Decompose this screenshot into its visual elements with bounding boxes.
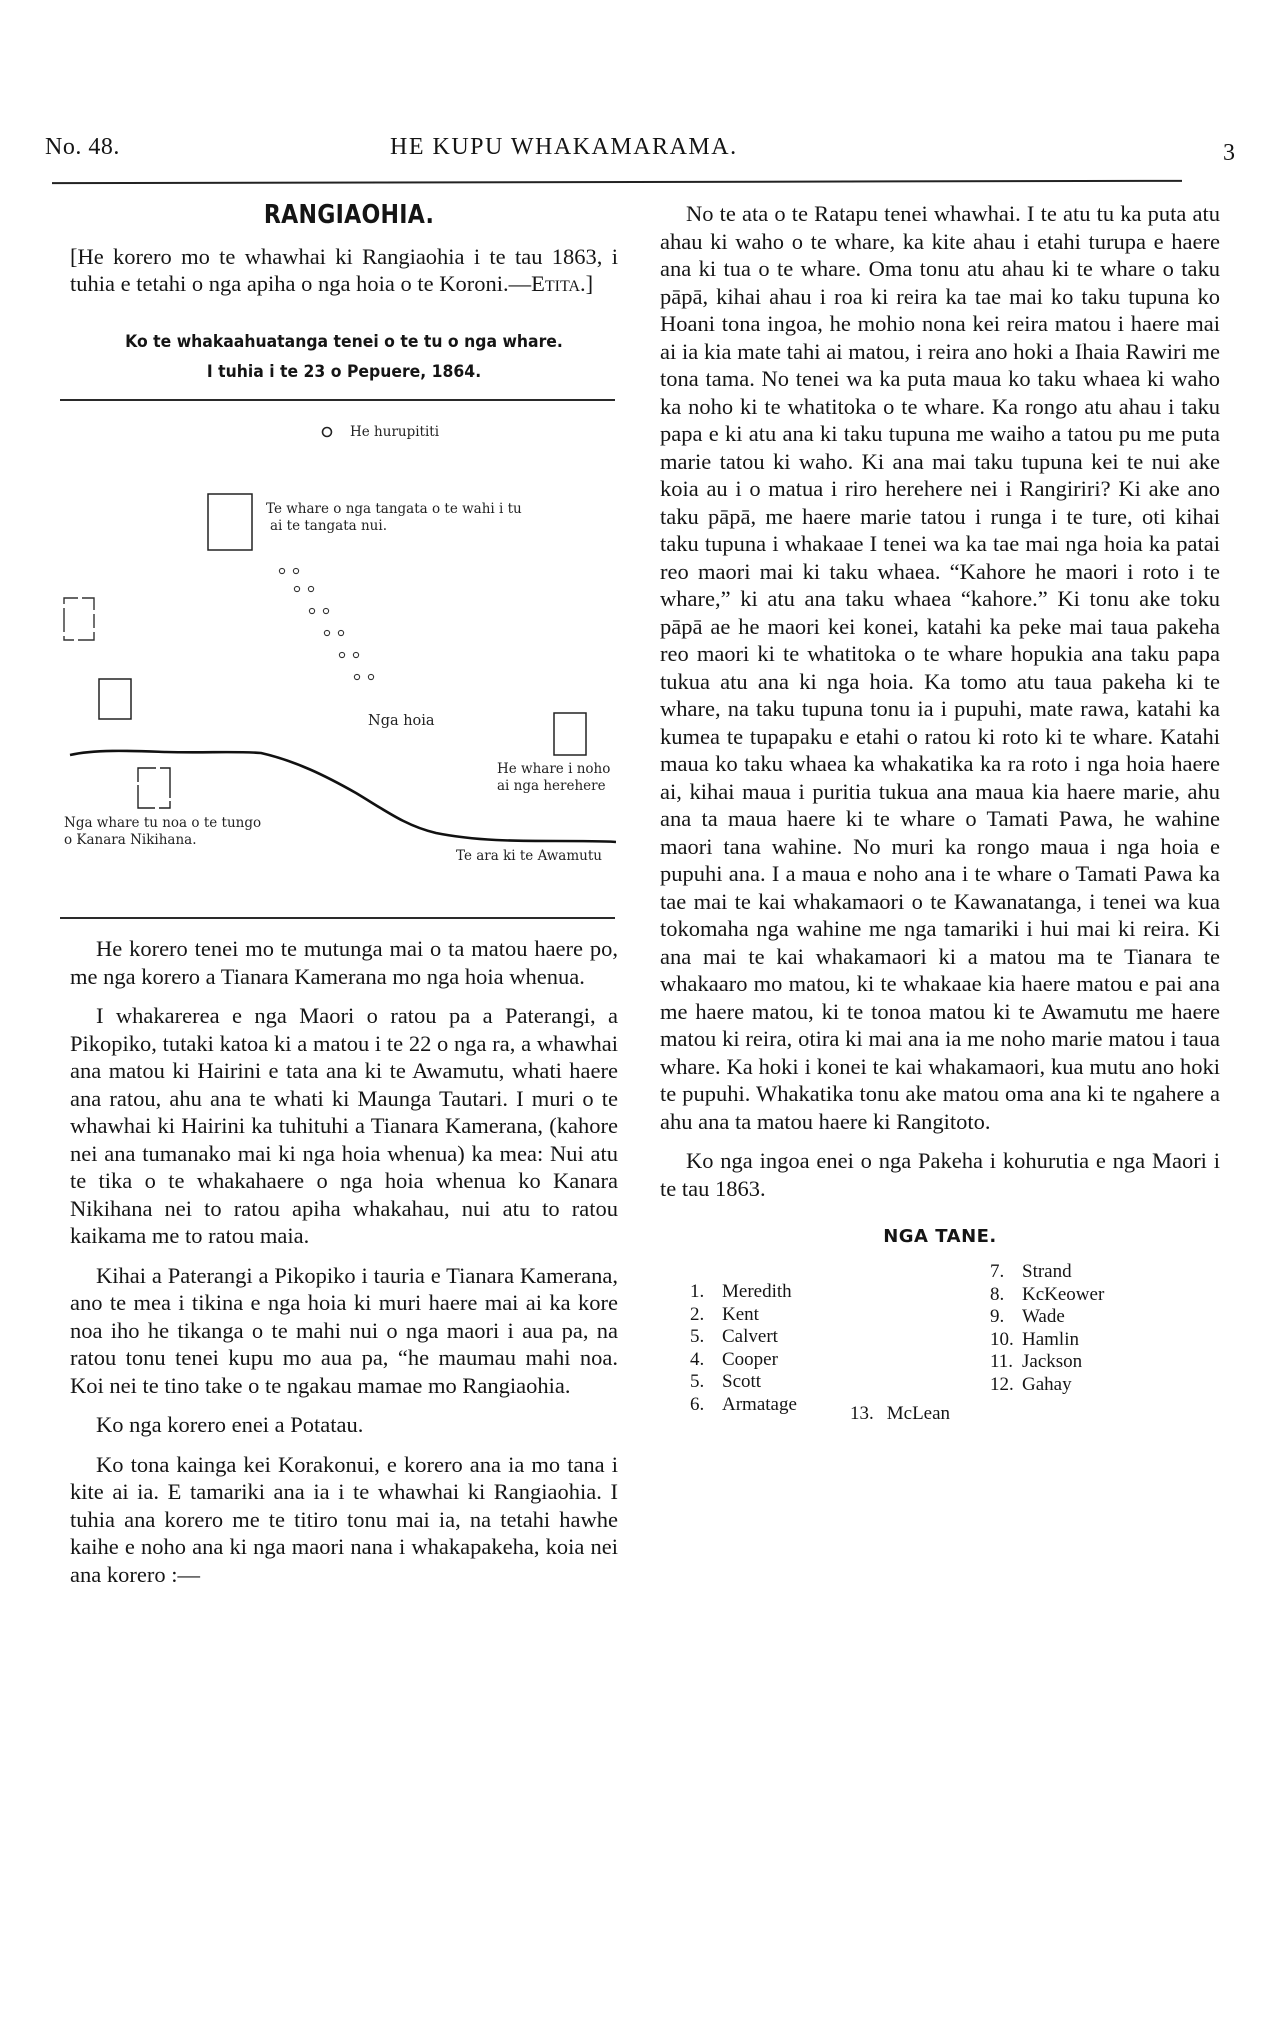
name-text: Calvert <box>722 1326 778 1347</box>
soldiers-group <box>279 568 373 679</box>
editor-note <box>70 244 618 297</box>
names-list <box>660 1261 1220 1425</box>
legend-house-label-line-1: Te whare o nga tangata o te wahi i tu <box>266 501 522 517</box>
left-column <box>64 200 618 1600</box>
legend-house-label-line-2: ai te tangata nui. <box>270 518 387 534</box>
soldier-marker-icon <box>293 568 298 573</box>
legend-circle-label: He hurupititi <box>350 424 440 440</box>
general-houses-label <box>64 815 261 849</box>
name-text: KcKeower <box>1022 1283 1105 1305</box>
paragraph: Kihai a Paterangi a Pikopiko i tauria e Tianara Kamerana, ano te mea i tikina e nga hoia ki muri haere mai ai ka kore noa iho he tikanga o te mahi nui o nga maori i aua pa, na ratou tonu tenei kupu mo aua pa, “he maumau mahi noa. Koi nei te tino take o te ngakau mamae mo Rangiaohia. <box>70 1262 618 1398</box>
name-text: Cooper <box>722 1348 778 1370</box>
name-text: Armatage <box>722 1393 797 1415</box>
general-houses-label-line-2: o Kanara Nikihana. <box>64 832 197 848</box>
legend-circle-icon <box>323 428 332 437</box>
figure-caption-line-2: I tuhia i te 23 o Pepuere, 1864. <box>206 362 482 382</box>
right-body-text <box>660 200 1220 1202</box>
name-number: 10. <box>990 1328 1014 1350</box>
name-number: 11. <box>990 1351 1014 1372</box>
paragraph: No te ata o te Ratapu tenei whawhai. I te atu tu ka puta atu ahau ki waho o te whare, ka kite ahau i etahi turupa e haere ana ki tua o te whare. Oma tonu atu ahau ki te whare o taku pāpā, kihai ahau i roa ki reira ka tae mai ko taku tupuna ko Hoani tona ingoa, he mohio nona kei reira matou i haere mai ai ia kia mate tahi ai matou, i reira ano hoki a Ihaia Rawiri me tona tama. No tenei wa ka puta maua ko taku whaea ki waho ka noho ki te whatitoka o te whare. Ka rongo atu ahau i taku papa e ki atu ana ki taku tupuna me waiho a tatou pu me puta marie tatou ki waho. Ki ana mai taku tupuna kei te nui ake koia au i o matua i riro herehere nei i Rangiriri? Ki ake ano taku pāpā, me haere marie tatou i runga i te ture, oti kihai taku tupuna i whakaae I tenei wa ka tae mai nga hoia ka patai reo maori mai ki taku whaea. “Kahore he maori i roto i te whare,” ki atu ana taku whaea “kahore.” Ki tonu ake toku pāpā ae he maori kei konei, katahi ka peke mai taua pakeha reo maori ki te whatitoka o te whare hopukia ana taku papa tukua atu ana ki nga hoia. Ka tomo atu taua pakeha ki te whare, na taku tupuna tonu ia i pupuhi, mate rawa, katahi ka kumea te tupapaku e etahi o ratou ki roto ki te whare. Katahi maua ko taku whaea ka whakatika ka ra roto i nga hoia haere ai, kihai maua i puritia tukua ana maua kia haere marie, ahu ana ta maua haere ki te whare o Tamati Pawa, he wahine maori tana wahine. No muri ka rongo maua i nga hoia e pupuhi ana. I a maua e noho ana i te whare o Tamati Pawa ka tae mai te kai whakamaori o te Kawanatanga, i tenei wa kua tokomaha nga wahine me nga tamariki i hui mai ki reira. Ki ana mai te kai whakamaori ki a matou ma te Tianara te whakaaro mo matou, ki te whakaae kia haere matou e pai ana me haere matou, ki te tonoa matou ki te Awamutu me haere matou ki reira, otira ki mai ana ia me noho marie matou i taua whare. Ka hoki i konei te kai whakamaori, kua mutu ano hoki te pupuhi. Whakatika tonu ake matou oma ana ki te ngahere a ahu ana ta matou haere ki Rangitoto. <box>660 201 1220 1134</box>
editor-note-text: [He korero mo te whawhai ki Rangiaohia i te tau 1863, i tuhia e tetahi o nga apiha o nga hoia o te Koroni.— <box>70 244 618 296</box>
prisoners-house-label-line-2: ai nga herehere <box>497 778 606 794</box>
name-text: Kent <box>722 1303 759 1325</box>
prisoners-house-label-line-1: He whare i noho <box>497 761 611 777</box>
name-number: 8. <box>990 1283 1005 1305</box>
soldier-marker-icon <box>353 652 358 657</box>
name-item <box>690 1394 797 1417</box>
issue-number: No. 48. <box>45 134 120 160</box>
soldier-marker-icon <box>324 630 329 635</box>
name-number: 12. <box>990 1373 1014 1395</box>
name-text: Meredith <box>722 1281 792 1302</box>
paragraph: He korero tenei mo te mutunga mai o ta matou haere po, me nga korero a Tianara Kamerana mo nga hoia whenua. <box>70 936 618 989</box>
header-rule <box>52 180 1182 184</box>
names-left-column <box>690 1281 797 1416</box>
right-column <box>660 200 1220 1425</box>
soldier-marker-icon <box>294 586 299 591</box>
name-number: 1. <box>690 1281 705 1302</box>
name-item <box>990 1329 1104 1352</box>
name-number: 5. <box>690 1371 705 1392</box>
house-icon <box>99 679 131 719</box>
name-item <box>690 1326 797 1349</box>
name-text: Wade <box>1022 1306 1065 1327</box>
publication-title: HE KUPU WHAKAMARAMA. <box>390 134 738 160</box>
soldiers-label: Nga hoia <box>368 713 435 729</box>
house-icon <box>138 768 170 808</box>
soldier-marker-icon <box>354 674 359 679</box>
soldier-marker-icon <box>279 568 284 573</box>
page-number: 3 <box>1223 140 1235 166</box>
name-text: Scott <box>722 1371 762 1392</box>
name-text: Strand <box>1022 1261 1072 1282</box>
name-item <box>990 1306 1104 1329</box>
name-item <box>690 1304 797 1327</box>
name-text: Hamlin <box>1022 1328 1079 1350</box>
name-number: 5. <box>690 1326 705 1347</box>
soldier-marker-icon <box>308 586 313 591</box>
soldier-marker-icon <box>339 652 344 657</box>
names-right-column <box>990 1261 1104 1396</box>
soldier-marker-icon <box>368 674 373 679</box>
name-item <box>690 1281 797 1304</box>
site-diagram <box>56 401 616 921</box>
general-houses-label-line-1: Nga whare tu noa o te tungo <box>64 815 262 831</box>
legend-house-label <box>266 501 522 535</box>
soldier-marker-icon <box>309 608 314 613</box>
article-title: RANGIAOHIA. <box>263 200 435 230</box>
name-number: 13. <box>850 1403 874 1424</box>
left-body-text <box>70 935 618 1588</box>
soldier-marker-icon <box>338 630 343 635</box>
name-number: 6. <box>690 1393 705 1415</box>
paragraph: Ko nga korero enei a Potatau. <box>96 1412 364 1437</box>
name-number: 4. <box>690 1348 705 1370</box>
figure-caption <box>92 327 596 387</box>
paragraph: I whakarerea e nga Maori o ratou pa a Paterangi, a Pikopiko, tutaki katoa ki a matou i te 22 o nga ra, a whawhai ana matou ki Hairini e tata ana ki te Awamutu, whati haere ana ratou, ahu ana te whati ki Maunga Tautari. I muri o te whawhai ki Hairini ka tuhituhi a Tianara Kamerana, (kahore nei ana tumanako mai ki nga hoia whenua) ka mea: Nui atu te tika o te whakahaere o nga hoia whenua ko Kanara Nikihana nei to ratou apiha whakahau, nui atu to ratou kaikama me to ratou maia. <box>70 1003 618 1248</box>
name-text: Jackson <box>1022 1351 1083 1372</box>
editor-signature: Etita.] <box>531 270 594 296</box>
name-number: 7. <box>990 1261 1005 1282</box>
figure-caption-line-1: Ko te whakaahuatanga tenei o te tu o nga whare. <box>125 332 563 352</box>
running-header <box>45 134 1235 164</box>
name-item <box>990 1351 1104 1374</box>
name-item <box>990 1284 1104 1307</box>
soldier-marker-icon <box>323 608 328 613</box>
house-icon <box>64 598 94 640</box>
paragraph: Ko nga ingoa enei o nga Pakeha i kohurutia e nga Maori i te tau 1863. <box>660 1148 1220 1201</box>
name-item <box>690 1371 797 1394</box>
names-section-title: NGA TANE. <box>883 1226 997 1247</box>
name-item <box>690 1349 797 1372</box>
legend-house-icon <box>208 494 252 550</box>
prisoners-house-icon <box>554 713 586 755</box>
name-number: 2. <box>690 1303 705 1325</box>
name-number: 9. <box>990 1306 1005 1327</box>
name-text: McLean <box>886 1403 951 1424</box>
paragraph: Ko tona kainga kei Korakonui, e korero ana ia mo tana i kite ai ia. E tamariki ana ia i te whawhai ki Rangiaohia. I tuhia ana korero me te titiro tonu mai ia, na tetahi hawhe kaihe e noho ana ki nga maori nana i whakapakeha, koia nei ana korero :— <box>70 1451 618 1587</box>
prisoners-house-label <box>497 761 610 795</box>
name-text: Gahay <box>1022 1373 1072 1395</box>
name-item <box>850 1403 950 1426</box>
road-label: Te ara ki te Awamutu <box>456 848 602 864</box>
name-item <box>990 1261 1104 1284</box>
name-item <box>990 1374 1104 1397</box>
